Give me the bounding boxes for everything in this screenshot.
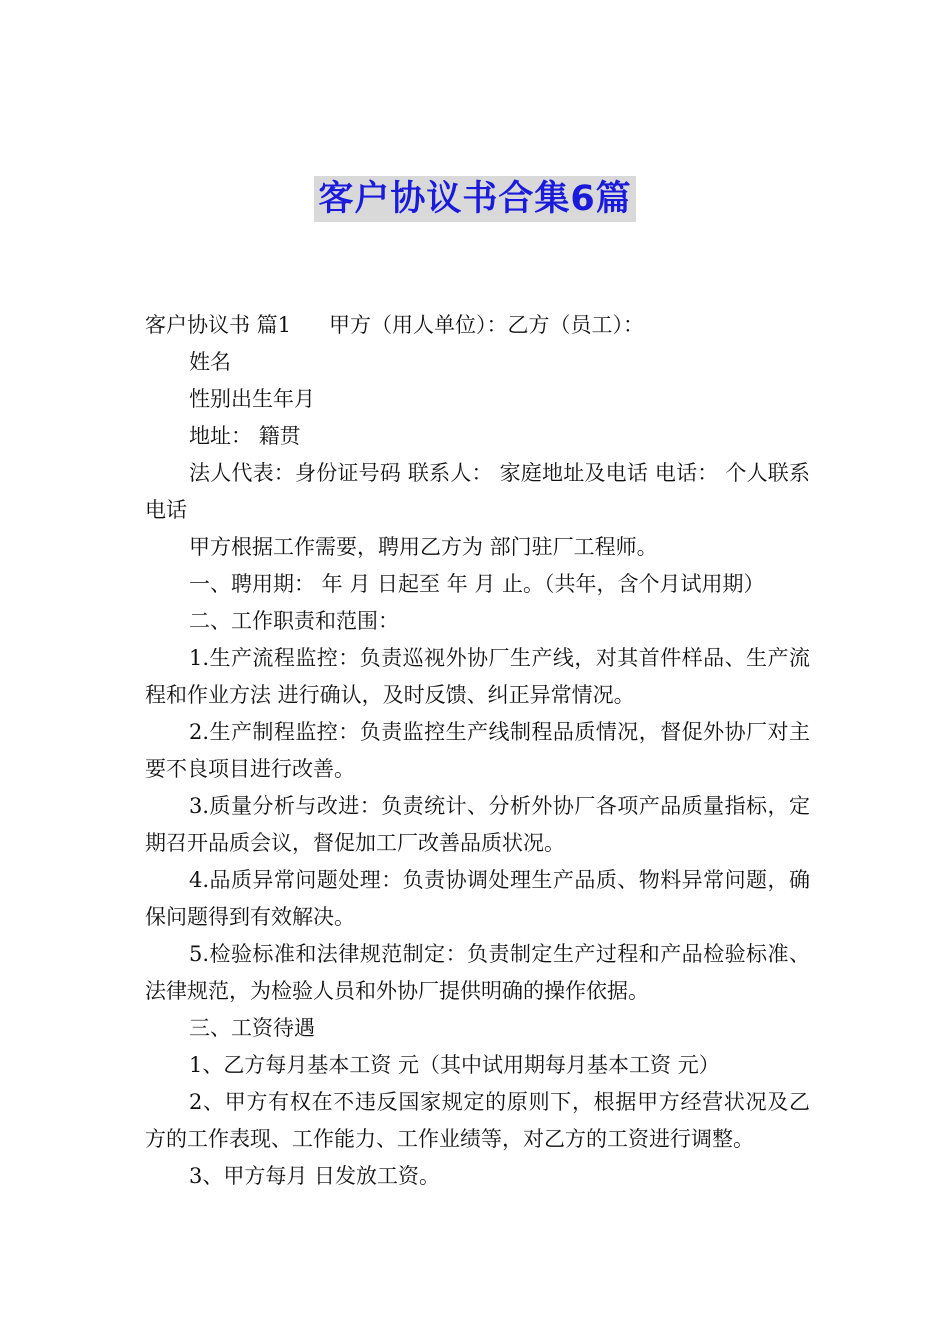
section-label: 客户协议书 篇1 bbox=[145, 313, 292, 337]
paragraph: 2.生产制程监控：负责监控生产线制程品质情况，督促外协厂对主要不良项目进行改善。 bbox=[145, 720, 810, 781]
title-wrap bbox=[0, 176, 950, 222]
paragraph: 性别出生年月 bbox=[189, 387, 315, 411]
document-title: 客户协议书合集6篇 bbox=[314, 176, 635, 222]
paragraph: 4.品质异常问题处理：负责协调处理生产品质、物料异常问题，确保问题得到有效解决。 bbox=[145, 868, 810, 929]
paragraph: 姓名 bbox=[189, 350, 231, 374]
heading-line bbox=[145, 307, 810, 344]
paragraph: 3、甲方每月 日发放工资。 bbox=[189, 1164, 441, 1188]
paragraph: 1、乙方每月基本工资 元（其中试用期每月基本工资 元） bbox=[189, 1053, 720, 1077]
paragraph: 地址： 籍贯 bbox=[189, 424, 301, 448]
paragraph: 3.质量分析与改进：负责统计、分析外协厂各项产品质量指标，定期召开品质会议，督促加工厂改善品质状况。 bbox=[145, 794, 810, 855]
paragraph: 二、工作职责和范围： bbox=[189, 609, 399, 633]
paragraph: 甲方根据工作需要，聘用乙方为 部门驻厂工程师。 bbox=[189, 535, 658, 559]
document-body bbox=[145, 307, 810, 1195]
paragraph: 一、聘用期： 年 月 日起至 年 月 止。（共年，含个月试用期） bbox=[189, 572, 765, 596]
paragraph: 5.检验标准和法律规范制定：负责制定生产过程和产品检验标准、法律规范，为检验人员和外协厂提供明确的操作依据。 bbox=[145, 942, 810, 1003]
paragraph: 2、甲方有权在不违反国家规定的原则下，根据甲方经营状况及乙方的工作表现、工作能力、工作业绩等，对乙方的工资进行调整。 bbox=[145, 1090, 810, 1151]
parties-line: 甲方（用人单位）：乙方（员工）： bbox=[329, 313, 645, 337]
paragraph: 三、工资待遇 bbox=[189, 1016, 315, 1040]
paragraph: 法人代表：身份证号码 联系人： 家庭地址及电话 电话： 个人联系电话 bbox=[145, 461, 810, 522]
paragraph: 1.生产流程监控：负责巡视外协厂生产线，对其首件样品、生产流程和作业方法 进行确认，及时反馈、纠正异常情况。 bbox=[145, 646, 810, 707]
